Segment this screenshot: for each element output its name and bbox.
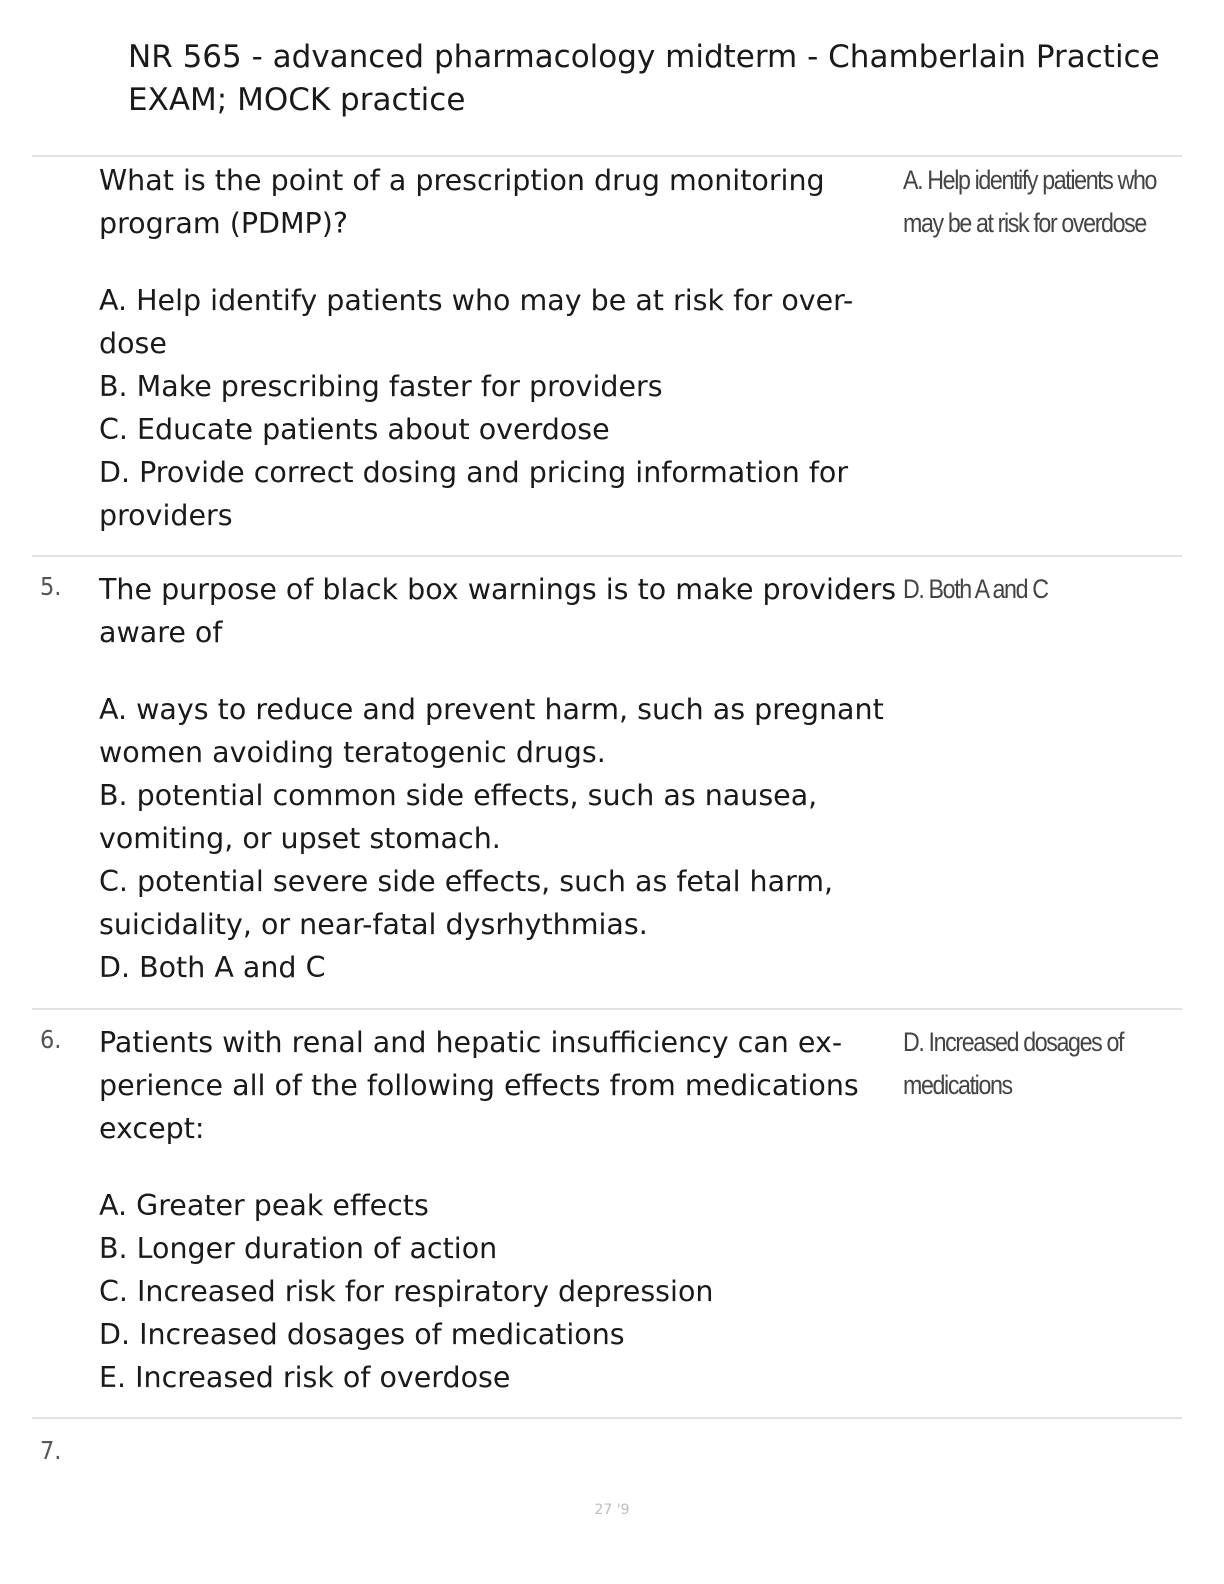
option-a: A. Help identify patients who may be at risk for over-dose [99,284,854,360]
answer-text: A. Help identify patients who may be at risk for overdose [903,165,1157,238]
page-number: 27 '9 [594,1502,630,1518]
question-number: 5. [40,572,62,601]
option-d: D. Increased dosages of medications [99,1318,625,1351]
document-title: NR 565 - advanced pharmacology midterm - Chamberlain Practice EXAM; MOCK practice [128,39,1160,118]
option-list [99,688,899,989]
divider [32,1417,1182,1419]
option-b: B. Make prescribing faster for providers [99,370,663,403]
option-b: B. Longer duration of action [99,1232,498,1265]
option-list [99,279,899,537]
question-text: Patients with renal and hepatic insufficiency can ex-perience all of the following effects from medications except: [99,1026,859,1145]
option-b: B. potential common side effects, such as nausea, vomiting, or upset stomach. [99,779,818,855]
question-number: 6. [40,1025,62,1054]
option-d: D. Provide correct dosing and pricing information for providers [99,456,849,532]
option-c: C. Increased risk for respiratory depression [99,1275,714,1308]
question-number: 7. [40,1436,62,1465]
option-a: A. Greater peak effects [99,1189,429,1222]
divider [32,1008,1182,1010]
answer-text: D. Both A and C [903,574,1048,604]
divider [32,155,1182,157]
divider [32,555,1182,557]
question-block [99,159,899,537]
option-d: D. Both A and C [99,951,326,984]
option-e: E. Increased risk of overdose [99,1361,511,1394]
question-block [99,568,899,989]
option-c: C. Educate patients about overdose [99,413,610,446]
question-block [99,1021,899,1399]
option-a: A. ways to reduce and prevent harm, such as pregnant women avoiding teratogenic drugs. [99,693,884,769]
answer-text: D. Increased dosages of medications [903,1027,1124,1100]
question-text: What is the point of a prescription drug monitoring program (PDMP)? [99,164,825,240]
question-text: The purpose of black box warnings is to make providers aware of [99,573,897,649]
option-list [99,1184,899,1399]
option-c: C. potential severe side effects, such as fetal harm, suicidality, or near-fatal dysrhythmias. [99,865,834,941]
